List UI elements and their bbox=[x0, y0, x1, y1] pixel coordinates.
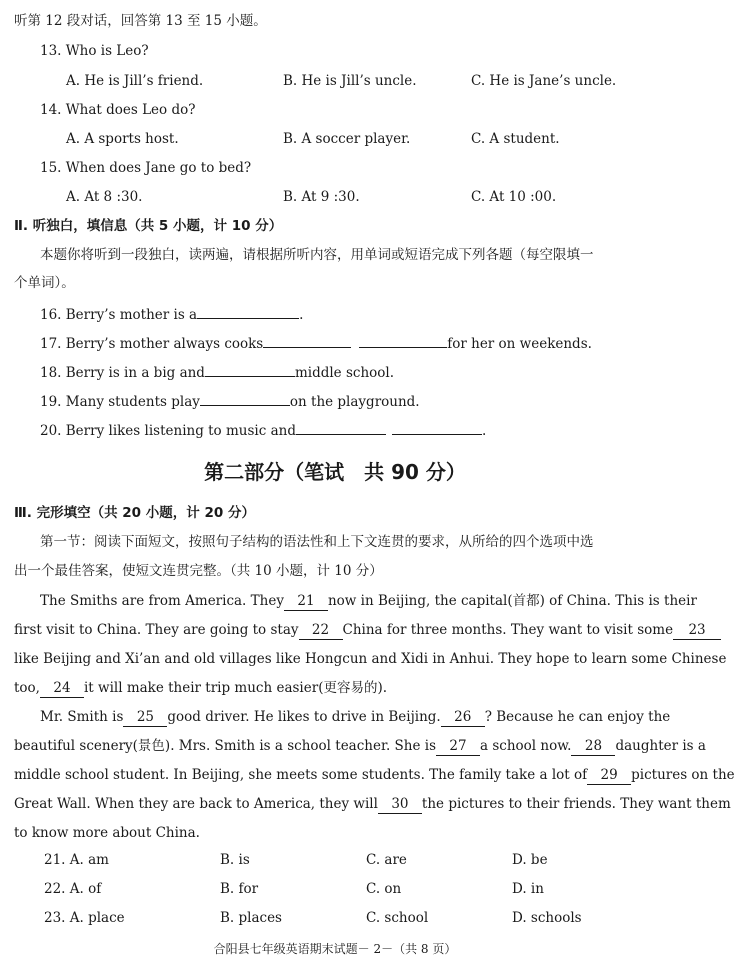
text: The Smiths are from America. They bbox=[40, 593, 284, 609]
text: Mr. Smith is bbox=[40, 709, 124, 725]
item-20-end: . bbox=[481, 423, 487, 439]
blank-19[interactable] bbox=[200, 391, 290, 406]
item-17-end: for her on weekends. bbox=[447, 336, 592, 352]
blank-16[interactable] bbox=[197, 304, 299, 319]
text: ? Because he can enjoy the bbox=[484, 709, 671, 725]
blank-17-2[interactable] bbox=[359, 333, 447, 348]
choice-23a: 23. A. place bbox=[44, 910, 125, 926]
text: daughter is a bbox=[615, 738, 706, 754]
blank-20-2[interactable] bbox=[392, 420, 482, 435]
question-14: 14. What does Leo do? bbox=[40, 102, 196, 118]
section-3-heading: Ⅲ. 完形填空（共 20 小题，计 20 分） bbox=[14, 505, 255, 521]
option-14b: B. A soccer player. bbox=[283, 131, 411, 147]
text: middle school student. In Beijing, she meets some students. The family take a lot of bbox=[14, 767, 588, 783]
option-15a: A. At 8 :30. bbox=[66, 189, 143, 205]
blank-29[interactable]: 29 bbox=[587, 766, 631, 785]
passage-p2-line3 bbox=[14, 766, 735, 785]
text: too, bbox=[14, 680, 40, 696]
item-16 bbox=[40, 304, 303, 324]
option-13c: C. He is Jane’s uncle. bbox=[471, 73, 617, 89]
blank-23[interactable]: 23 bbox=[673, 621, 721, 640]
item-18-text: 18. Berry is in a big and bbox=[40, 365, 205, 381]
item-17-text: 17. Berry’s mother always cooks bbox=[40, 336, 264, 352]
choice-23b: B. places bbox=[220, 910, 282, 926]
choice-22b: B. for bbox=[220, 881, 259, 897]
item-20-text: 20. Berry likes listening to music and bbox=[40, 423, 296, 439]
choice-21b: B. is bbox=[220, 852, 250, 868]
text: China for three months. They want to visit some bbox=[342, 622, 674, 638]
text: good driver. He likes to drive in Beijing. bbox=[167, 709, 441, 725]
text: Great Wall. When they are back to America, they will bbox=[14, 796, 378, 812]
option-14a: A. A sports host. bbox=[66, 131, 179, 147]
passage-p1-line3: like Beijing and Xi’an and old villages like Hongcun and Xidi in Anhui. They hope to learn some Chinese bbox=[14, 651, 727, 667]
choice-21d: D. be bbox=[512, 852, 548, 868]
text: the pictures to their friends. They want them bbox=[421, 796, 731, 812]
option-13a: A. He is Jill’s friend. bbox=[66, 73, 204, 89]
item-20 bbox=[40, 420, 486, 440]
option-13b: B. He is Jill’s uncle. bbox=[283, 73, 417, 89]
option-14c: C. A student. bbox=[471, 131, 560, 147]
item-16-text: 16. Berry’s mother is a bbox=[40, 307, 198, 323]
section-2-instruction-2: 个单词）。 bbox=[14, 275, 75, 291]
page-footer: 合阳县七年级英语期末试题－ 2－（共 8 页） bbox=[213, 942, 457, 956]
item-16-end: . bbox=[299, 307, 304, 323]
item-19-text: 19. Many students play bbox=[40, 394, 200, 410]
section-2-instruction-1: 本题你将听到一段独白，读两遍，请根据所听内容，用单词或短语完成下列各题（每空限填一 bbox=[40, 247, 594, 263]
passage-p2-line4 bbox=[14, 795, 731, 814]
blank-30[interactable]: 30 bbox=[378, 795, 422, 814]
blank-18[interactable] bbox=[205, 362, 295, 377]
blank-20-1[interactable] bbox=[296, 420, 386, 435]
blank-28[interactable]: 28 bbox=[571, 737, 615, 756]
passage-p2-line5: to know more about China. bbox=[14, 825, 200, 841]
blank-26[interactable]: 26 bbox=[441, 708, 485, 727]
choice-22a: 22. A. of bbox=[44, 881, 102, 897]
blank-27[interactable]: 27 bbox=[436, 737, 480, 756]
section-3-sub-1: 第一节：阅读下面短文，按照句子结构的语法性和上下文连贯的要求，从所给的四个选项中选 bbox=[40, 534, 594, 550]
choice-23c: C. school bbox=[366, 910, 429, 926]
passage-p2-line2 bbox=[14, 737, 706, 756]
item-19-end: on the playground. bbox=[289, 394, 420, 410]
blank-24[interactable]: 24 bbox=[40, 679, 84, 698]
choice-22c: C. on bbox=[366, 881, 402, 897]
question-15: 15. When does Jane go to bed? bbox=[40, 160, 252, 176]
passage-p2-line1 bbox=[40, 708, 670, 727]
blank-17-1[interactable] bbox=[263, 333, 351, 348]
choice-21a: 21. A. am bbox=[44, 852, 109, 868]
choice-22d: D. in bbox=[512, 881, 544, 897]
text: first visit to China. They are going to stay bbox=[14, 622, 299, 638]
option-15c: C. At 10 :00. bbox=[471, 189, 557, 205]
item-18 bbox=[40, 362, 394, 382]
blank-21[interactable]: 21 bbox=[284, 592, 328, 611]
question-13: 13. Who is Leo? bbox=[40, 43, 149, 59]
text: a school now. bbox=[480, 738, 572, 754]
blank-25[interactable]: 25 bbox=[123, 708, 167, 727]
text: now in Beijing, the capital(首都) of China. This is their bbox=[327, 593, 697, 609]
text: beautiful scenery(景色). Mrs. Smith is a school teacher. She is bbox=[14, 738, 436, 754]
blank-22[interactable]: 22 bbox=[299, 621, 343, 640]
item-17 bbox=[40, 333, 592, 353]
part-2-title: 第二部分（笔试 共 90 分） bbox=[204, 460, 466, 484]
item-19 bbox=[40, 391, 420, 411]
choice-21c: C. are bbox=[366, 852, 407, 868]
choice-23d: D. schools bbox=[512, 910, 582, 926]
item-18-end: middle school. bbox=[294, 365, 395, 381]
passage-p1-line4 bbox=[14, 679, 387, 698]
instruction-dialogue-12: 听第 12 段对话，回答第 13 至 15 小题。 bbox=[14, 13, 267, 29]
section-2-heading: Ⅱ. 听独白，填信息（共 5 小题，计 10 分） bbox=[14, 218, 283, 234]
text: it will make their trip much easier(更容易的). bbox=[83, 680, 388, 696]
option-15b: B. At 9 :30. bbox=[283, 189, 360, 205]
section-3-sub-2: 出一个最佳答案，使短文连贯完整。（共 10 小题，计 10 分） bbox=[14, 563, 383, 579]
text: pictures on the bbox=[631, 767, 735, 783]
passage-p1-line1 bbox=[40, 592, 697, 611]
passage-p1-line2 bbox=[14, 621, 721, 640]
